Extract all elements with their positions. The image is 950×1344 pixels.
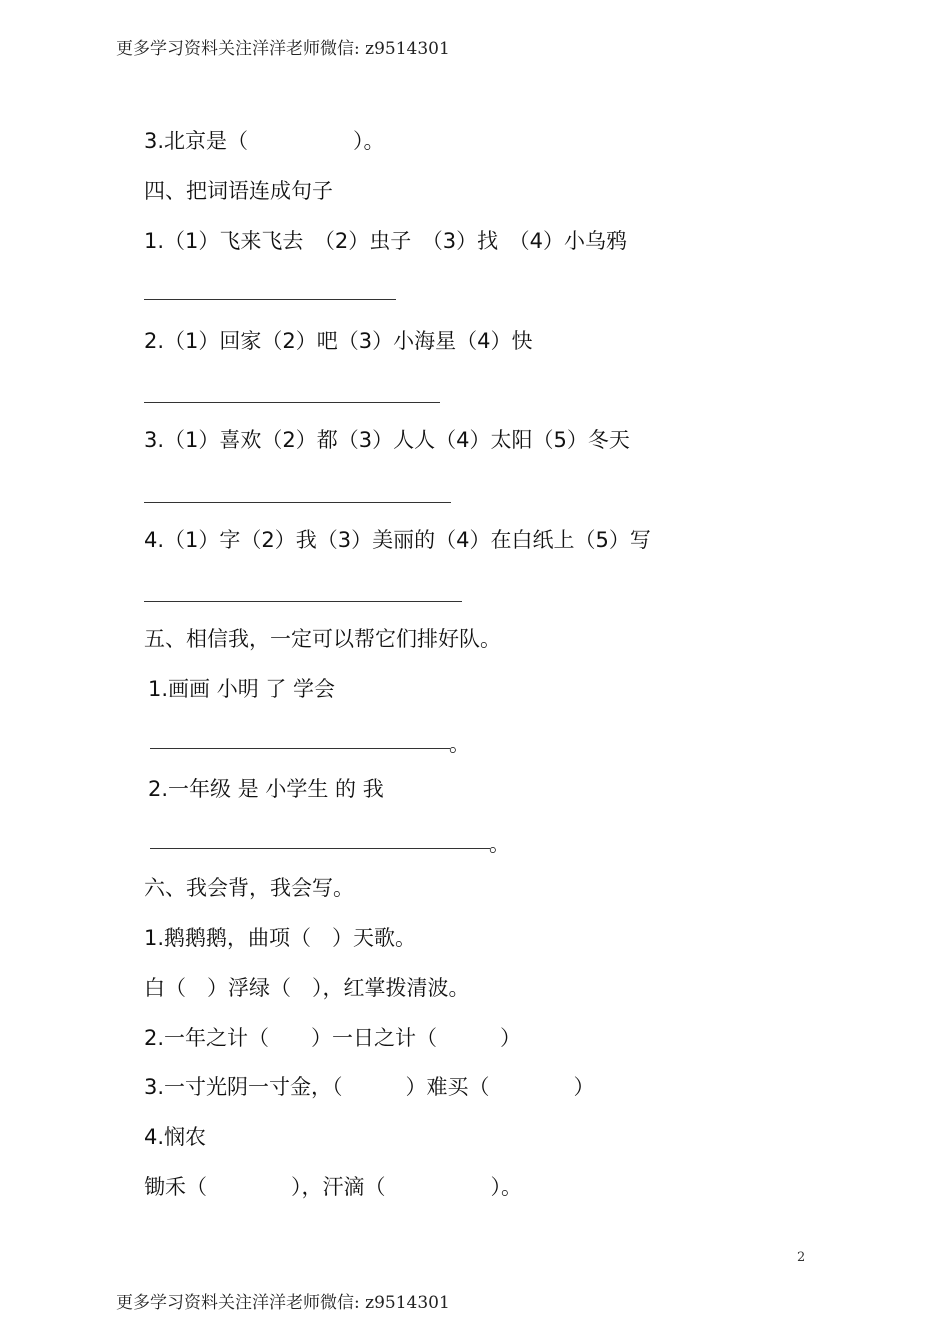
section-heading: 六、我会背，我会写。 (144, 876, 354, 900)
answer-blank (144, 299, 396, 300)
question-line: 1.画画 小明 了 学会 (148, 677, 336, 701)
period-mark: 。 (489, 832, 510, 856)
question-line: 2.（1）回家（2）吧（3）小海星（4）快 (144, 329, 533, 353)
period-mark: 。 (449, 732, 470, 756)
question-line: 1.鹅鹅鹅，曲项（ ）天歌。 (144, 926, 417, 950)
question-line: 1.（1）飞来飞去 （2）虫子 （3）找 （4）小乌鸦 (144, 229, 627, 253)
answer-blank (144, 402, 440, 403)
question-line: 4.悯农 (144, 1125, 207, 1149)
question-line: 2.一年级 是 小学生 的 我 (148, 777, 384, 801)
question-line: 3.一寸光阴一寸金，（ ）难买（ ） (144, 1075, 595, 1099)
section-heading: 四、把词语连成句子 (144, 179, 333, 203)
question-line: 3.北京是（ ）。 (144, 129, 385, 153)
page-header: 更多学习资料关注洋洋老师微信: z9514301 (116, 39, 450, 59)
question-line: 锄禾（ ），汗滴（ ）。 (144, 1175, 522, 1199)
question-line: 4.（1）字（2）我（3）美丽的（4）在白纸上（5）写 (144, 528, 651, 552)
answer-blank (144, 502, 451, 503)
question-line: 白（ ）浮绿（ ），红掌拨清波。 (144, 976, 470, 1000)
question-line: 3.（1）喜欢（2）都（3）人人（4）太阳（5）冬天 (144, 428, 630, 452)
answer-blank (150, 748, 450, 749)
section-heading: 五、相信我，一定可以帮它们排好队。 (144, 627, 501, 651)
answer-blank (150, 848, 490, 849)
question-line: 2.一年之计（ ）一日之计（ ） (144, 1026, 522, 1050)
page-footer: 更多学习资料关注洋洋老师微信: z9514301 (116, 1293, 450, 1313)
answer-blank (144, 601, 462, 602)
page-number: 2 (797, 1250, 806, 1265)
